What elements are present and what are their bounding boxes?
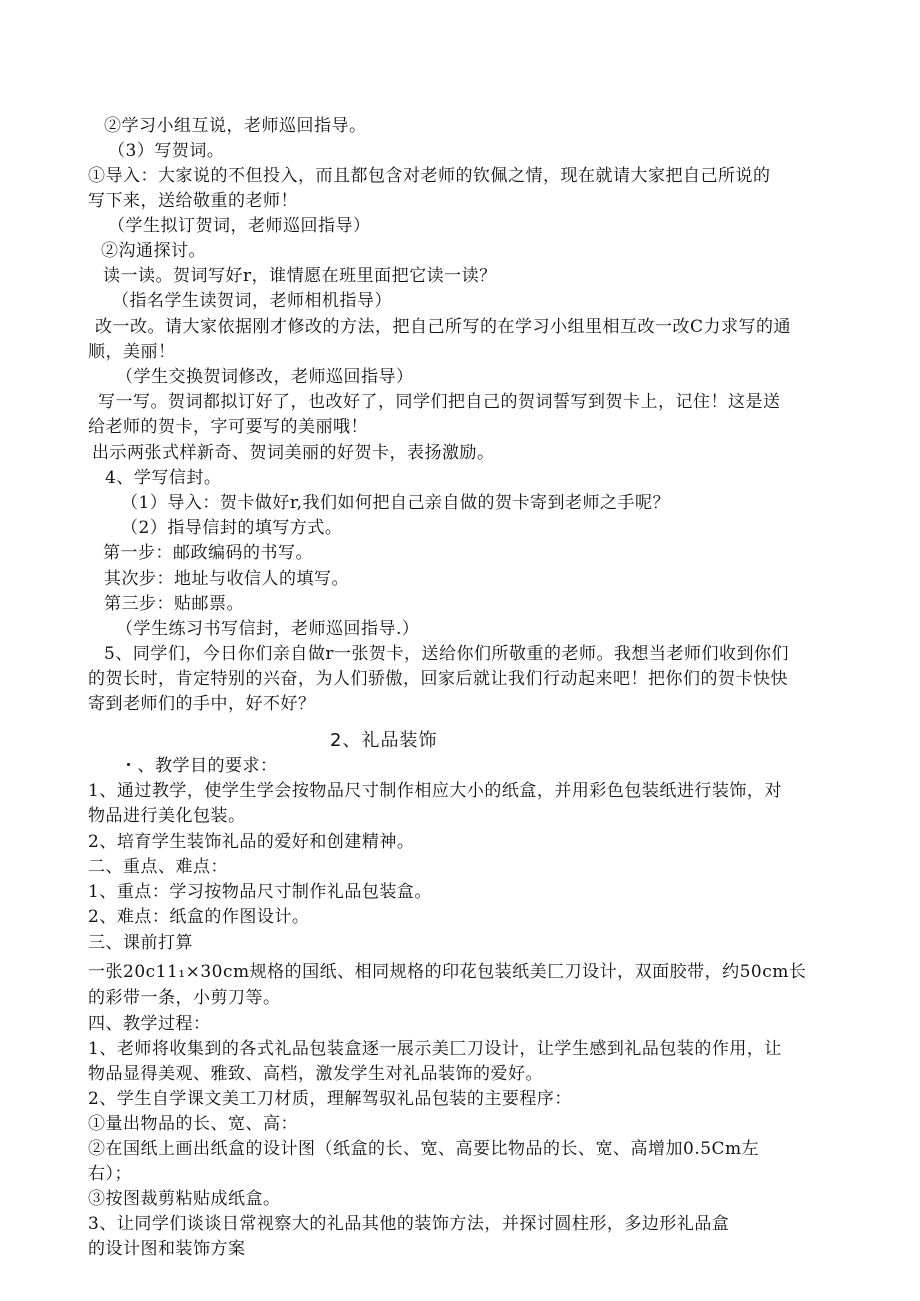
text-line: （2）指导信封的填写方式。 <box>121 518 343 538</box>
text-line: 右）； <box>88 1164 132 1184</box>
text-line: 3、让同学们谈谈日常视察大的礼品其他的装饰方法，并探讨圆柱形，多边形礼品盒 <box>88 1214 730 1234</box>
text-line: 物品进行美化包装。 <box>88 806 246 826</box>
text-line: （指名学生读贺词，老师相机指导） <box>112 291 392 311</box>
text-line: （学生拟订贺词，老师巡回指导） <box>108 216 371 236</box>
section-title: 2、礼品装饰 <box>330 730 438 751</box>
text-line: 出示两张式样新奇、贺词美丽的好贺卡，表扬激励。 <box>92 443 495 463</box>
text-line: 第一步：邮政编码的书写。 <box>103 543 313 563</box>
text-line: 1、重点：学习按物品尺寸制作礼品包装盒。 <box>88 882 432 902</box>
text-line: 物品显得美观、雅致、高档，激发学生对礼品装饰的爱好。 <box>88 1064 543 1084</box>
text-line: 其次步：地址与收信人的填写。 <box>104 569 349 589</box>
text-line: 寄到老师们的手中，好不好？ <box>88 694 316 714</box>
text-line: ①量出物品的长、宽、高： <box>88 1114 298 1134</box>
text-line: ②学习小组互说，老师巡回指导。 <box>104 116 367 136</box>
text-line: 第三步：贴邮票。 <box>104 594 244 614</box>
text-line: 改一改。请大家依据刚才修改的方法，把自己所写的在学习小组里相互改一改C力求写的通 <box>95 317 792 337</box>
text-line: ③按图裁剪粘贴成纸盒。 <box>88 1189 281 1209</box>
text-line: 顺，美丽！ <box>88 342 176 362</box>
text-line: 的彩带一条，小剪刀等。 <box>88 988 281 1008</box>
text-line: （1）导入：贺卡做好r,我们如何把自己亲自做的贺卡寄到老师之手呢？ <box>121 493 670 513</box>
text-line: 读一读。贺词写好r，谁情愿在班里面把它读一读？ <box>103 266 497 286</box>
text-line: 给老师的贺卡，字可要写的美丽哦！ <box>88 417 368 437</box>
text-line: （3）写贺词。 <box>108 141 225 161</box>
text-line: ②在国纸上画出纸盒的设计图（纸盒的长、宽、高要比物品的长、宽、高增加0.5Cm左 <box>88 1139 760 1159</box>
text-line: ②沟通探讨。 <box>101 241 206 261</box>
text-line: 1、通过教学，使学生学会按物品尺寸制作相应大小的纸盒，并用彩色包装纸进行装饰，对 <box>88 781 782 801</box>
text-line: ・、教学目的要求： <box>120 756 278 776</box>
text-line: 写下来，送给敬重的老师！ <box>88 191 298 211</box>
text-line: 四、教学过程： <box>88 1014 211 1034</box>
text-line: ①导入：大家说的不但投入，而且都包含对老师的钦佩之情，现在就请大家把自己所说的 <box>88 166 771 186</box>
text-line: 三、课前打算 <box>88 933 193 953</box>
text-line: 2、培育学生装饰礼品的爱好和创建精神。 <box>88 832 415 852</box>
text-line: 2、学生自学课文美工刀材质，理解驾驭礼品包装的主要程序： <box>88 1089 572 1109</box>
text-line: 一张20c11₁×30cm规格的国纸、相同规格的印花包装纸美匚刀设计，双面胶带，约50cm长 <box>88 962 807 982</box>
text-line: 的设计图和装饰方案 <box>88 1239 246 1259</box>
text-line: （学生练习书写信封，老师巡回指导.） <box>116 619 420 639</box>
text-line: 二、重点、难点： <box>88 857 228 877</box>
text-line: 4、学写信封。 <box>105 468 222 488</box>
text-line: 2、难点：纸盒的作图设计。 <box>88 907 310 927</box>
text-line: （学生交换贺词修改，老师巡回指导） <box>116 367 414 387</box>
text-line: 1、老师将收集到的各式礼品包装盒逐一展示美匚刀设计，让学生感到礼品包装的作用，让 <box>88 1039 782 1059</box>
text-line: 的贺长时，肯定特别的兴奋，为人们骄傲，回家后就让我们行动起来吧！把你们的贺卡快快 <box>88 669 788 689</box>
text-line: 5、同学们，今日你们亲自做r一张贺卡，送给你们所敬重的老师。我想当老师们收到你们 <box>104 644 789 664</box>
text-line: 写一写。贺词都拟订好了，也改好了，同学们把自己的贺词誓写到贺卡上，记住！这是送 <box>98 392 781 412</box>
